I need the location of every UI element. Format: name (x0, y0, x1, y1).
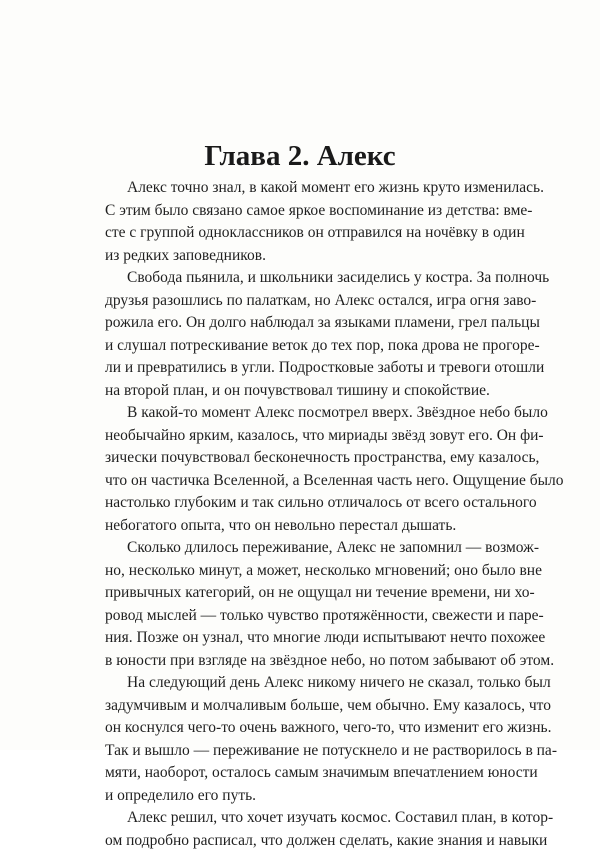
text-line: задумчивым и молчаливым больше, чем обычно. Ему казалось, что (105, 695, 517, 718)
text-line: мяти, наоборот, осталось самым значимым впечатлением юности (105, 762, 517, 785)
text-line: На следующий день Алекс никому ничего не сказал, только был (105, 672, 517, 695)
chapter-body (105, 177, 517, 852)
chapter-title: Глава 2. Алекс (0, 136, 600, 176)
text-line: Свобода пьянила, и школьники засиделись у костра. За полночь (105, 267, 517, 290)
text-line: друзья разошлись по палаткам, но Алекс остался, игра огня заво- (105, 290, 517, 313)
text-line: С этим было связано самое яркое воспоминание из детства: вме- (105, 200, 517, 223)
text-line: в юности при взгляде на звёздное небо, но потом забывают об этом. (105, 650, 517, 673)
text-line: сте с группой одноклассников он отправился на ночёвку в один (105, 222, 517, 245)
text-line: необычайно ярким, казалось, что мириады звёзд зовут его. Он фи- (105, 425, 517, 448)
text-line: рожила его. Он долго наблюдал за языками пламени, грел пальцы (105, 312, 517, 335)
text-line: Алекс точно знал, в какой момент его жизнь круто изменилась. (105, 177, 517, 200)
text-line: привычных категорий, он не ощущал ни течение времени, ни хо- (105, 582, 517, 605)
text-line: Так и вышло — переживание не потускнело и не растворилось в па- (105, 740, 517, 763)
text-line: Алекс решил, что хочет изучать космос. Составил план, в котор- (105, 807, 517, 830)
text-line: ом подробно расписал, что должен сделать, какие знания и навыки (105, 830, 517, 852)
text-line: на второй план, и он почувствовал тишину и спокойствие. (105, 380, 517, 403)
text-line: В какой-то момент Алекс посмотрел вверх. Звёздное небо было (105, 402, 517, 425)
paragraph (105, 177, 517, 267)
text-line: но, несколько минут, а может, несколько мгновений; оно было вне (105, 560, 517, 583)
text-line: ния. Позже он узнал, что многие люди испытывают нечто похожее (105, 627, 517, 650)
text-line: ли и превратились в угли. Подростковые заботы и тревоги отошли (105, 357, 517, 380)
paragraph (105, 537, 517, 672)
text-line: он коснулся чего-то очень важного, чего-то, что изменит его жизнь. (105, 717, 517, 740)
text-line: Сколько длилось переживание, Алекс не запомнил — возмож- (105, 537, 517, 560)
text-line: и слушал потрескивание веток до тех пор, пока дрова не прогоре- (105, 335, 517, 358)
text-line: небогатого опыта, что он невольно перестал дышать. (105, 515, 517, 538)
text-line: из редких заповедников. (105, 245, 517, 268)
paragraph (105, 267, 517, 402)
paragraph (105, 807, 517, 852)
text-line: ровод мыслей — только чувство протяжённости, свежести и паре- (105, 605, 517, 628)
paragraph (105, 672, 517, 807)
text-line: и определило его путь. (105, 785, 517, 808)
text-line: настолько глубоким и так сильно отличалось от всего остального (105, 492, 517, 515)
text-line: что он частичка Вселенной, а Вселенная часть него. Ощущение было (105, 470, 517, 493)
paragraph (105, 402, 517, 537)
text-line: зически почувствовал бесконечность пространства, ему казалось, (105, 447, 517, 470)
